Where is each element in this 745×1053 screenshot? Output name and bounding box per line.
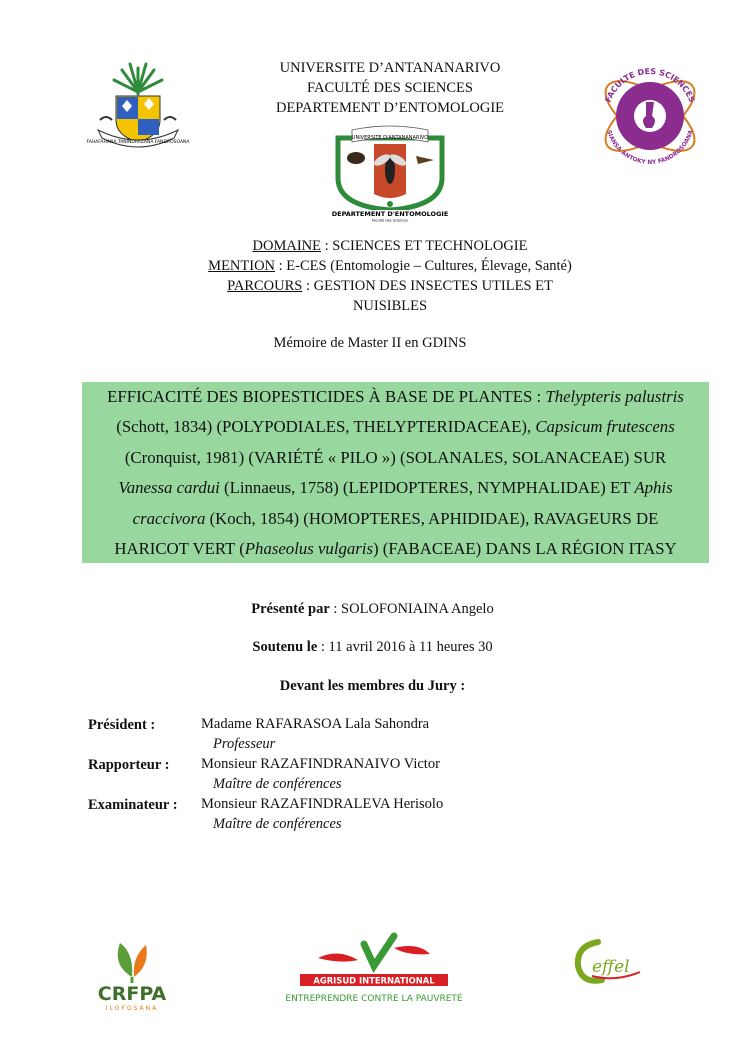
faculty-motto-text: SIANSA ANTOKY NY FANDROSOANA — [605, 129, 695, 167]
university-crest-logo — [86, 58, 190, 156]
defended-label: Soutenu le — [252, 639, 318, 655]
title-species: craccivora — [132, 508, 206, 528]
jury-role: Examinateur : — [88, 797, 178, 813]
presented-label: Présenté par — [251, 601, 330, 617]
jury-name: Monsieur RAZAFINDRALEVA Herisolo — [201, 796, 444, 812]
department-entomology-logo — [331, 124, 449, 223]
jury-heading: Devant les membres du Jury : — [279, 678, 466, 694]
mention-label: MENTION — [208, 258, 276, 274]
mention-value: : E-CES (Entomologie – Cultures, Élevage, Santé) — [275, 258, 572, 274]
memoire-type: Mémoire de Master II en GDINS — [273, 335, 467, 351]
title-species: Thelypteris palustris — [545, 387, 684, 406]
parcours-label: PARCOURS — [227, 278, 303, 294]
mention-line — [150, 256, 630, 276]
faculty-sciences-logo — [592, 58, 708, 174]
faculty-name: FACULTÉ DES SCIENCES — [307, 80, 473, 96]
title-part: (Linnaeus, 1758) (LEPIDOPTERES, NYMPHALIDAE) ET — [219, 478, 635, 498]
presented-by — [180, 601, 565, 618]
agrisud-slogan: ENTREPRENDRE CONTRE LA PAUVRETÉ — [285, 994, 463, 1004]
crfpa-sub: ILOFOSANA — [105, 1005, 159, 1012]
university-name: UNIVERSITE D’ANTANANARIVO — [279, 60, 501, 76]
domaine-value: : SCIENCES ET TECHNOLOGIE — [320, 238, 528, 254]
department-name: DEPARTEMENT D’ENTOMOLOGIE — [275, 100, 505, 116]
dept-logo-sub: Faculté des Sciences — [371, 218, 409, 223]
defended-value: : 11 avril 2016 à 11 heures 30 — [317, 639, 493, 655]
thesis-title-box — [82, 382, 709, 563]
faculty-ring-text: FACULTE DES SCIENCES — [603, 66, 697, 104]
title-part: (Schott, 1834) (POLYPODIALES, THELYPTERIDACEAE), — [116, 417, 536, 437]
institution-header — [230, 58, 550, 118]
crfpa-logo — [92, 935, 172, 1013]
parcours-line — [150, 276, 630, 296]
title-species: Capsicum frutescens — [535, 417, 675, 437]
jury-grade: Professeur — [213, 736, 276, 752]
jury-role: Rapporteur : — [88, 757, 170, 773]
title-species: Vanessa cardui — [118, 478, 220, 498]
title-species: Aphis — [634, 478, 673, 498]
title-part: (Koch, 1854) (HOMOPTERES, APHIDIDAE), RAVAGEURS DE — [205, 508, 659, 528]
jury-name: Madame RAFARASOA Lala Sahondra — [201, 716, 430, 732]
title-part: EFFICACITÉ DES BIOPESTICIDES À BASE DE PLANTES : — [107, 387, 546, 406]
jury-role: Président : — [88, 717, 156, 733]
jury-grade: Maître de conférences — [213, 816, 342, 832]
effel-logo — [572, 936, 646, 990]
effel-text: effel — [592, 957, 630, 977]
title-part: ) (FABACEAE) DANS LA RÉGION ITASY — [372, 539, 677, 559]
title-part: HARICOT VERT ( — [114, 539, 245, 559]
parcours-value-cont: NUISIBLES — [352, 298, 428, 314]
jury-grade: Maître de conférences — [213, 776, 342, 792]
agrisud-name: AGRISUD INTERNATIONAL — [313, 975, 435, 986]
dept-logo-label: DEPARTEMENT D'ENTOMOLOGIE — [331, 210, 449, 218]
jury-name: Monsieur RAZAFINDRANAIVO Victor — [201, 756, 440, 772]
domaine-label: DOMAINE — [252, 238, 321, 254]
crest-motto: FAHAFAHANA TANINDRAZANA FANDROSOANA — [86, 140, 190, 145]
program-info — [150, 236, 630, 316]
title-species: Phaseolus vulgaris — [244, 539, 373, 559]
title-part: (Cronquist, 1981) (VARIÉTÉ « PILO ») (SOLANALES, SOLANACEAE) SUR — [124, 447, 667, 467]
presented-value: : SOLOFONIAINA Angelo — [329, 601, 494, 617]
thesis-title — [82, 382, 709, 564]
agrisud-logo — [285, 930, 463, 1010]
defended-on — [180, 639, 565, 656]
dept-logo-top: UNIVERSITE D'ANTANANARIVO — [351, 135, 429, 141]
domaine-line — [150, 236, 630, 256]
crfpa-text: CRFPA — [97, 983, 167, 1005]
parcours-value: : GESTION DES INSECTES UTILES ET — [302, 278, 553, 294]
